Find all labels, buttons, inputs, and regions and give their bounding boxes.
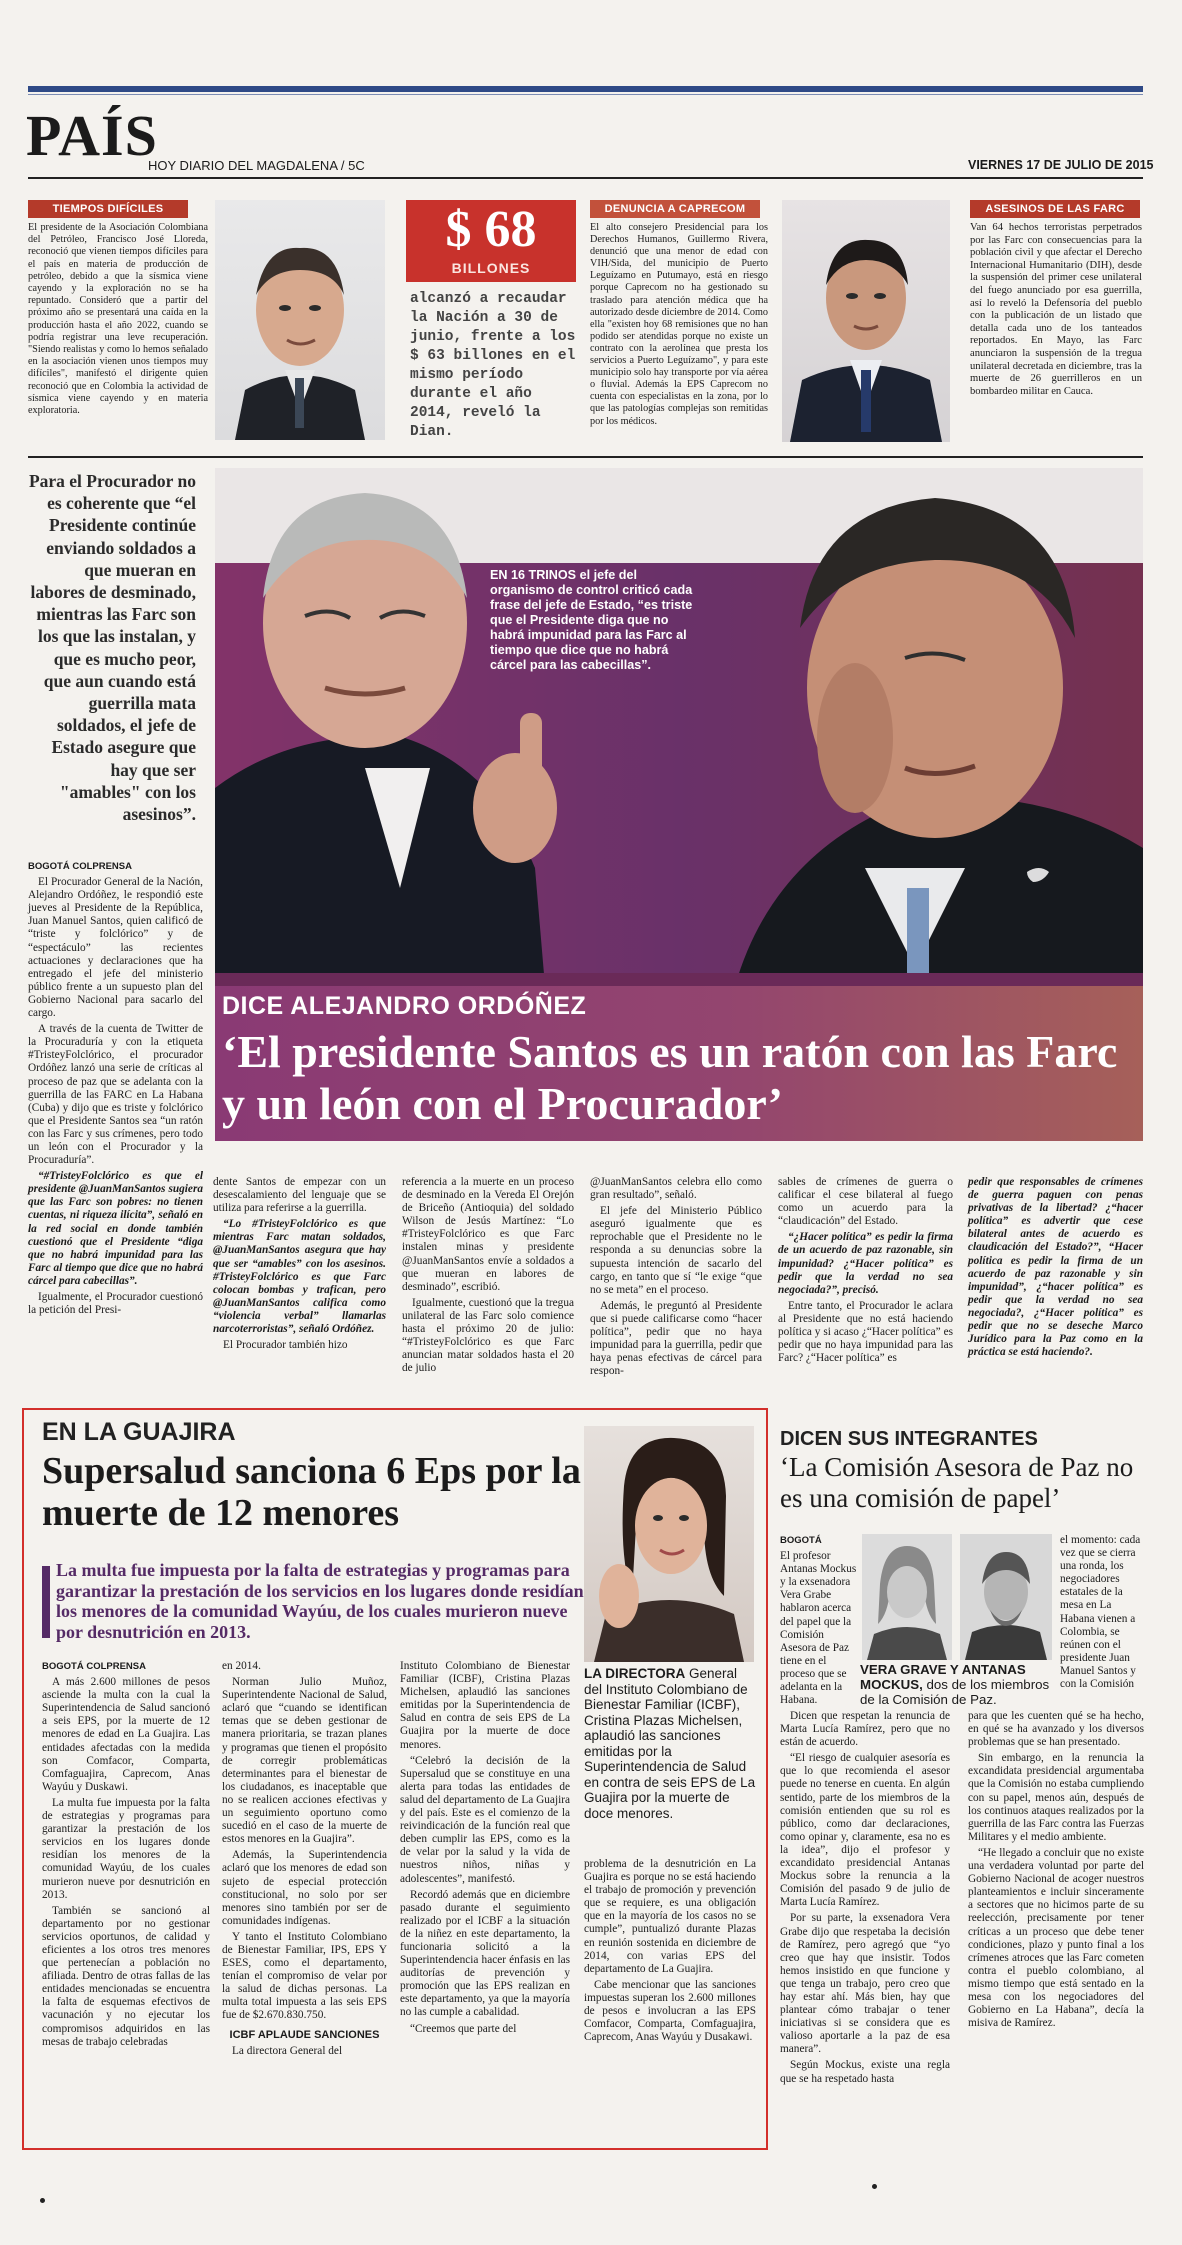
lead-body-col1: BOGOTÁ COLPRENSA El Procurador General de la Nación, Alejandro Ordóñez, le respondió este jueves al Presidente de la República, Juan Manuel Santos, quien calificó de “triste y folclórico” y de “espectáculo” las recientes actuaciones y declaraciones que ha entregado el jefe del ministerio público frente a un supuesto plan del Gobierno Nacional para sacarlo del cargo. A través de la cuenta de Twitter de la Procuraduría y con la etiqueta #TristeyFolclórico, el procurador Ordóñez lanzó una serie de críticas al proceso de paz que se adelanta con la guerrilla de las FARC en La Habana (Cuba) y dijo que es triste y folclórico que el Presidente Santos sea “un ratón con las Farc y sus crímenes, pero todo un león con el Procurador y la Procuraduría”. “#TristeyFolclórico es que el presidente @JuanManSantos sugiera que las Farc son pobres: no tienen cuentas, ni riqueza ilícita”, señaló en la red social en donde también cuestionó que el Presidente “diga que no habrá impunidad para las Farc al tiempo que dice que no habrá cárcel para cabecillas”. Igualmente, el Procurador cuestionó la petición del Presi- [28,861,203,1317]
story2-kicker: EN LA GUAJIRA [42,1418,236,1446]
brief-title-farc-killers: ASESINOS DE LAS FARC [970,200,1140,218]
photo-rivera [782,200,950,442]
story3-headline: ‘La Comisión Asesora de Paz no es una comisión de papel’ [780,1452,1134,1513]
lead-pull-quote: Para el Procurador no es coherente que “el Presidente continúe enviando soldados a que mueran en labores de desminado, mientras las Farc son los que las instalan, y que es mucho peor, que aun cuando está guerrilla mata soldados, el jefe de Estado asegure que hay que ser "amables" con los asesinos”. [28,471,196,825]
feature-overlay-text: EN 16 TRINOS el jefe del organismo de control criticó cada frase del jefe de Estado, “es triste que el Presidente diga que no habrá impunidad para las Farc al tiempo que dice que no habrá cárcel para las cabecillas”. [490,568,693,672]
story2-photo-caption: LA DIRECTORA General del Instituto Colombiano de Bienestar Familiar (ICBF), Cristina Plazas Michelsen, aplaudió las sanciones emitidas por la Superintendencia de Salud en contra de seis EPS de La Guajira por la muerte de doce menores. [584,1666,756,1821]
binding-mark-center [872,2184,877,2189]
story2-deck-bar [42,1566,50,1638]
header-rule [28,177,1143,179]
story3-photo-caption: VERA GRAVE Y ANTANAS MOCKUS, dos de los miembros de la Comisión de Paz. [860,1662,1050,1707]
lead-headline: ‘El presidente Santos es un ratón con las Farc y un león con el Procurador’ [222,1026,1118,1129]
brief-text-difficult-times: El presidente de la Asociación Colombiana del Petróleo, Francisco José Lloreda, reconoció que vienen tiempos difíciles para el país en materia de producción de petróleo, debido a que la sísmica viene cayendo y la exploración no se ha repuntado. Consideró que a partir del próximo año se presentará una caída en la producción hasta el año 2022, cuando se podría registrar una leve recuperación. "Siendo realistas y como lo hemos señalado en la asociación vienen unos tiempos muy difíciles", manifestó el dirigente quien reconoció que en Colombia la actividad de sísmica viene cayendo y en materia exploratoria. [28,222,208,417]
lead-body-col5: sables de crímenes de guerra o calificar el cese bilateral al fuego como un acuerdo para la “claudicación” del Estado. “¿Hacer política” es pedir la firma de un acuerdo de paz razonable, sin impunidad? ¿“Hacer política” es pedir que la verdad no sea negociada?”, precisó. Entre tanto, el Procurador le aclara al Presidente que no está haciendo política y si acaso ¿“Hacer política” es pedir que no haya impunidad para las Farc? ¿“Hacer política” es [778,1176,953,1365]
story2-headline: Supersalud sanciona 6 Eps por la muerte de 12 menores [42,1450,581,1534]
story3-body-col1: Dicen que respetan la renuncia de Marta Lucía Ramírez, pero que no están de acuerdo. “El riesgo de cualquier asesoría es que lo que recomienda el asesor puede no tenerse en cuenta. En algún sentido, parte de los miembros de la comisión entienden que su rol es público, como dar declaraciones, como opinar y, claramente, esa no es la idea”, dijo el profesor y excandidato presidencial Antanas Mockus sobre la renuncia a la Comisión del pasado 9 de julio de Marta Lucía Ramírez. Por su parte, la exsenadora Vera Grabe dijo que respetaba la decisión de Ramírez, pero agregó que “yo creo que hay que insistir. Todos hemos insistido en que funcione y que tenga un trabajo, pero creo que hay estar ahí. Más bien, hay que plantear cómo trabajar o tener iniciativas si se considera que es valioso aportarle a la paz de esa manera”. Según Mockus, existe una regla que se ha respetado hasta [780,1710,950,2085]
story3-body-col2: para que les cuenten qué se ha hecho, en qué se ha avanzado y los diversos problemas que se han presentado. Sin embargo, en la renuncia la excandidata presidencial argumentaba que la Comisión no estaba cumpliendo con su papel, menos aún, después de los continuos ataques realizados por la guerrilla de las Farc contra las Fuerzas Militares y el medio ambiente. “He llegado a concluir que no existe una verdadera voluntad por parte del Gobierno Nacional de acoger nuestros planteamientos e incluir sinceramente a sectores que no hicimos parte de su reelección, precisamente por tener críticas a un proceso que debe tener condiciones, plazo y punto final a los crímenes atroces que las Farc cometen contra el pueblo colombiano, al mismo tiempo que está sentado en la mesa con los negociadores del Gobierno en La Habana”, decía la misiva de Ramírez. [968,1710,1144,2030]
lead-kicker: DICE ALEJANDRO ORDÓÑEZ [222,992,587,1020]
lead-body-col3: referencia a la muerte en un proceso de desminado en la Vereda El Orejón de Briceño (Antioquia) del soldado Wilson de Jesús Martínez: “Lo #TristeyFolclórico es que Farc instalen minas y presidente @JuanManSantos envíe a soldados a que mueran en labores de desminado”, escribió. Igualmente, cuestionó que la tregua unilateral de las Farc solo comience hasta el próximo 20 de julio: “#TristeyFolclórico es que Farc anuncian matar soldados hasta el 20 de julio [402,1176,574,1375]
brief-title-difficult-times: TIEMPOS DIFÍCILES [28,200,188,218]
photo-vera-grabe [862,1534,952,1660]
story2-body-col3: Instituto Colombiano de Bienestar Familiar (ICBF), Cristina Plazas Michelsen, aplaudió las sanciones emitidas por la Superintendencia de Salud en contra de seis EPS de La Guajira por la muerte de doce menores. “Celebró la decisión de la Supersalud que se constituye en una alerta para todas las entidades de salud del departamento de La Guajira y del país. Este es el comienzo de la reivindicación de la función real que deben cumplir las EPS, como es la de velar por la salud y la vida de nuestros niños, niñas y adolescentes”, manifestó. Recordó además que en diciembre pasado durante el seguimiento realizado por el ICBF a la situación de la niñez en este departamento, la funcionaria solicitó a la Superintendencia hacer énfasis en las auditorías de prevención y promoción que las EPS realizan en este departamento, ya que la mayoría no las cumple a cabalidad. “Creemos que parte del [400,1660,570,2035]
figure-text: alcanzó a recaudar la Nación a 30 de junio, frente a los $ 63 billones en el mismo período durante el año 2014, reveló la Dian. [410,291,576,440]
story3-body-top-col1: BOGOTÁ El profesor Antanas Mockus y la exsenadora Vera Grabe hablaron acerca del papel que la Comisión Asesora de Paz tiene en el proceso que se adelanta en la Habana. [780,1535,857,1707]
photo-antanas-mockus [960,1534,1052,1660]
paper-name: HOY DIARIO DEL MAGDALENA / 5C [148,158,365,173]
lead-body-col2: dente Santos de empezar con un desescalamiento del lenguaje que se utiliza para referirse a la guerrilla. “Lo #TristeyFolclórico es que mientras Farc matan soldados, @JuanManSantos asegura que hay que ser “amables” con los asesinos. #TristeyFolclórico es que Farc colocan bombas y trafican, pero @JuanManSantos califica como “violencia verbal” llamarlas narcoterroristas”, señaló Ordóñez. El Procurador también hizo [213,1176,386,1352]
binding-mark-left [40,2198,45,2203]
figure-amount: $ 68 [445,201,537,258]
top-rule [28,86,1143,92]
brief-title-caprecom: DENUNCIA A CAPRECOM [590,200,760,218]
story2-body-col1: BOGOTÁ COLPRENSA A más 2.600 millones de pesos asciende la multa con la cual la Superintendencia de Salud sancionó a seis EPS, por la muerte de 12 menores de edad en La Guajira. Las entidades afectadas con la medida son Comfacor, Comparta, Comfaguajira, Caprecom, Anas Wayúu y Duskawi. La multa fue impuesta por la falta de estrategias y programas para garantizar la prestación de los servicios en los lugares donde residían los menores de la comunidad Wayúu, de los cuales murieron nueve por desnutrición en 2013. También se sancionó al departamento por no gestionar servicios oportunos, de calidad y eficientes a los otros tres menores que pertenecían a población no afiliada. Dentro de otras fallas de las entidades mencionadas se encuentra la falta de esquemas efectivos de vacunación y no ejecutar los compromisos adquiridos en las mesas de trabajo celebradas [42,1661,210,2048]
brief-text-caprecom: El alto consejero Presidencial para los Derechos Humanos, Guillermo Rivera, denunció que una menor de edad con VIH/Sida, del municipio de Puerto Leguízamo en Putumayo, está en riesgo porque Caprecom no ha gestionado su traslado para atención médica que ha autorizado desde diciembre de 2014. Como ella "existen hoy 68 remisiones que no han podido ser atendidas porque no existe un contrato con la aerolínea que presta los servicios a Puerto Leguízamo", y para este municipio solo hay transporte por vía aérea o fluvial. Además la EPS Caprecom no cuenta con especialistas en la zona, por lo que las patologías complejas son remitidas por los médicos. [590,222,768,427]
story3-body-top-col2: el momento: cada vez que se cierra una ronda, los negociadores estatales de la mesa en La Habana vienen a Colombia, se reúnen con el presidente Juan Manuel Santos y con la Comisión [1060,1534,1141,1691]
section-title: PAÍS [26,103,158,168]
story2-deck: La multa fue impuesta por la falta de estrategias y programas para garantizar la prestación de los servicios en los lugares donde residían los menores de la comunidad Wayúu, de los cuales murieron nueve por desnutrición en 2013. [56,1560,584,1642]
story3-kicker: DICEN SUS INTEGRANTES [780,1428,1038,1450]
photo-plazas [584,1426,754,1662]
top-rule-thin [28,94,1143,95]
briefs-rule [28,456,1143,458]
story2-body-col4: problema de la desnutrición en La Guajira es porque no se está haciendo el trabajo de promoción y prevención que se requiere, es una obligación que en la mayoría de los casos no se cumple”, puntualizó durante Plazas en reunión sostenida en diciembre de 2014, con varias EPS del departamento de La Guajira. Cabe mencionar que las sanciones impuestas superan los 2.600 millones de pesos e involucran a las EPS Comfacor, Comparta, Comfaguajira, Caprecom, Anas Wayúu y Dusakawi. [584,1858,756,2044]
brief-text-farc-killers: Van 64 hechos terroristas perpetrados por las Farc con consecuencias para la población civil y que afectar el Derecho Internacional Humanitario (DIH), desde la suspensión del primer cese unilateral del fuego anunciado por esa guerrilla, así lo reveló la Defensoría del pueblo con la publicación de un listado que detalla cada uno de los tanteados reportados. En Mayo, las Farc anunciaron la suspensión de la tregua unilateral decretada en diciembre, tras la muerte de 26 guerrilleros en un bombardeo militar en Cauca. [970,222,1142,397]
feature-photo [215,468,1143,986]
story2-body-col2: en 2014. Norman Julio Muñoz, Superintendente Nacional de Salud, aclaró que “cuando se identifican temas que se deben gestionar de manera prioritaria, se trazan planes y programas que tienen el propósito de corregir problemáticas determinantes para el bienestar de los ciudadanos, es inaceptable que no se realicen acciones efectivas y un seguimiento oportuno como sucedió en el caso de la muerte de estos menores en la Guajira”. Además, la Superintendencia aclaró que los menores de edad son sujeto de especial protección constitucional, no solo por ser menores sino también por ser de comunidades indígenas. Y tanto el Instituto Colombiano de Bienestar Familiar, IPS, EPS Y ESES, como el departamento, tenían el compromiso de velar por la salud de dichas personas. La multa total impuesta a las seis EPS fue de $2.670.830.750. ICBF APLAUDE SANCIONES La directora General del [222,1660,387,2057]
photo-lloreda [215,200,385,440]
figure-unit: BILLONES [451,260,531,276]
issue-date: VIERNES 17 DE JULIO DE 2015 [968,158,1154,172]
lead-body-col6: pedir que responsables de crímenes de guerra paguen con penas privativas de la libertad? ¿“hacer política” es advertir que cese bilateral antes de acuerdo es claudicación del Estado?”, “Hacer política es pedir la firma de un acuerdo de paz razonable y sin impunidad”, ¿“hacer política” es pedir que la verdad no sea negociada?, ¿“Hacer política” es pedir que no se deseche Marco Jurídico para la Paz como en la práctica se está haciendo?. [968,1176,1143,1359]
lead-body-col4: @JuanManSantos celebra ello como gran resultado”, señaló. El jefe del Ministerio Público aseguró igualmente que es reprochable que el Presidente no le responda a su denuncias sobre la supuesta intención de sacarlo del cargo, en tanto que sí “le exige “que no se meta” en el proceso. Además, le preguntó al Presidente que si puede calificarse como “hacer política”, pedir que no haya impunidad para la guerrilla, pedir que haya penas efectivas de cárcel para respon- [590,1176,762,1378]
